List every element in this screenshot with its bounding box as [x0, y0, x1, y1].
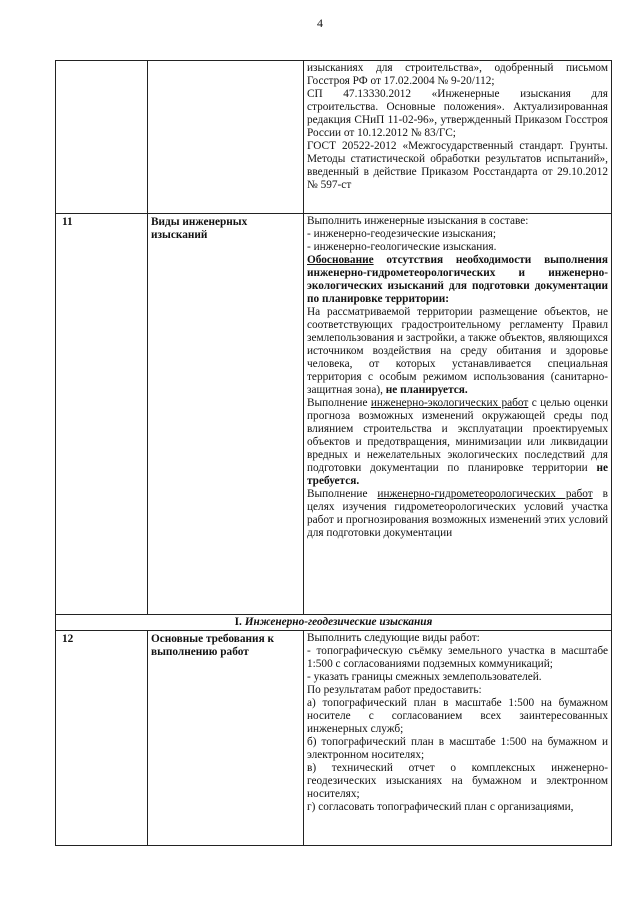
- page-number: 4: [317, 16, 323, 30]
- line: а) топографический план в масштабе 1:500 на бумажном носителе с согласованием всех заинтересованных инженерных служб;: [307, 697, 608, 735]
- line: По результатам работ предоставить:: [307, 684, 482, 696]
- list-item: - инженерно-геодезические изыскания;: [307, 228, 496, 240]
- intro-text: Выполнить инженерные изыскания в составе:: [307, 215, 529, 227]
- continuation-cell: [304, 61, 612, 214]
- paragraph-1: На рассматриваемой территории размещение объектов, не соответствующих градостроительному регламенту Правил землепользования и застройки, а также объектов, являющихся источником воздействия на среду обитания и здоровье человека, от которых устанавливается специальная территория с особым режимом использования (санитарно-защитная зона), не планируется.: [307, 306, 608, 396]
- line: - указать границы смежных землепользователей.: [307, 671, 542, 683]
- line: - топографическую съёмку земельного участка в масштабе 1:500 с согласованиями подземных коммуникаций;: [307, 645, 608, 670]
- section-title: I. Инженерно-геодезические изыскания: [56, 615, 612, 631]
- row-title: Основные требования к выполнению работ: [148, 631, 304, 846]
- paragraph-2: Выполнение инженерно-экологических работ с целью оценки прогноза возможных изменений окружающей среды под влиянием строительства и эксплуатации проектируемых объектов и предотвращения, минимизации или ликвидации вредных и нежелательных экологических последствий для подготовки документации по планировке территории не требуется.: [307, 397, 608, 487]
- section-header-row: [56, 615, 612, 631]
- reference-item: ГОСТ 20522-2012 «Межгосударственный стандарт. Грунты. Методы статистической обработки результатов испытаний», введенный в действие Приказом Росстандарта от 29.10.2012 № 597-ст: [307, 140, 608, 191]
- list-item: - инженерно-геологические изыскания.: [307, 241, 497, 253]
- row-content: [304, 631, 612, 846]
- reference-item: изысканиях для строительства», одобренный письмом Госстроя РФ от 17.02.2004 № 9-20/112;: [307, 62, 608, 87]
- row-number: 11: [56, 214, 148, 615]
- line: Выполнить следующие виды работ:: [307, 632, 480, 644]
- paragraph-3: Выполнение инженерно-гидрометеорологических работ в целях изучения гидрометеорологических условий участка работ и прогнозирования возможных изменений этих условий для подготовки документации: [307, 488, 608, 539]
- line: в) технический отчет о комплексных инженерно-геодезических изысканиях на бумажном и электронном носителях;: [307, 762, 608, 800]
- table-row-11: [56, 214, 612, 615]
- line: б) топографический план в масштабе 1:500 на бумажном и электронном носителях;: [307, 736, 608, 761]
- line: г) согласовать топографический план с организациями,: [307, 801, 574, 813]
- table-row-continuation: [56, 61, 612, 214]
- table-row-12: [56, 631, 612, 846]
- row-number: 12: [56, 631, 148, 846]
- reference-item: СП 47.13330.2012 «Инженерные изыскания для строительства. Основные положения». Актуализированная редакция СНиП 11-02-96», утвержденный Приказом Госстроя России от 10.12.2012 № 83/ГС;: [307, 88, 608, 139]
- row-content: [304, 214, 612, 615]
- row-title: Виды инженерных изысканий: [148, 214, 304, 615]
- justification-heading: Обоснование отсутствия необходимости выполнения инженерно-гидрометеорологических и инженерно-экологических изысканий для подготовки документации по планировке территории:: [307, 254, 608, 305]
- requirements-table: [55, 60, 612, 846]
